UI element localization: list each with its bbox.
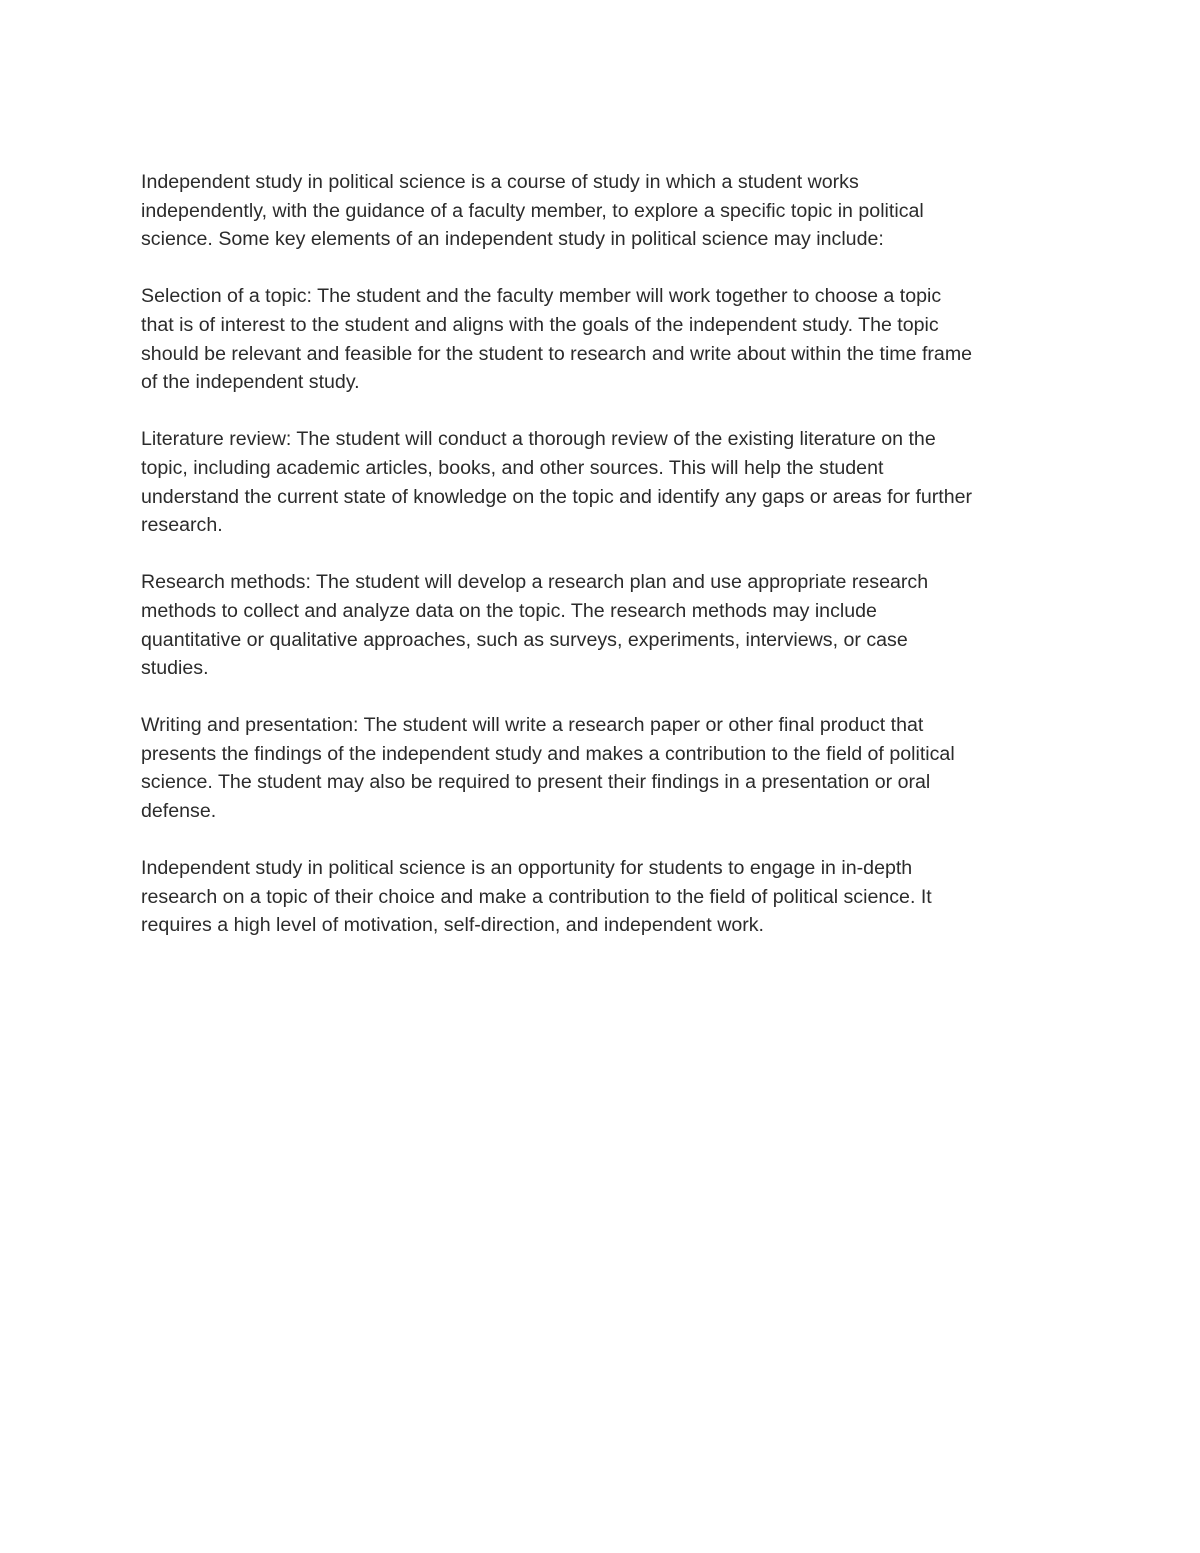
paragraph-research-methods: [141, 568, 1071, 682]
paragraph-literature-review: [141, 425, 1071, 539]
paragraph-line: Research methods: The student will develop a research plan and use appropriate research: [141, 571, 929, 594]
paragraph-line: research on a topic of their choice and make a contribution to the field of political science. It: [141, 885, 932, 908]
paragraph-line: independently, with the guidance of a faculty member, to explore a specific topic in political: [141, 199, 924, 222]
paragraph-line: of the independent study.: [141, 371, 360, 394]
paragraph-line: Independent study in political science is a course of study in which a student works: [141, 171, 859, 193]
paragraph-line: that is of interest to the student and aligns with the goals of the independent study. The topic: [141, 313, 939, 336]
paragraph-line: Selection of a topic: The student and the faculty member will work together to choose a topic: [141, 285, 942, 308]
paragraph-line: research.: [141, 514, 223, 537]
paragraph-line: science. The student may also be required to present their findings in a presentation or oral: [141, 771, 931, 794]
paragraph-line: should be relevant and feasible for the student to research and write about within the time frame: [141, 342, 973, 365]
paragraph-writing-and-presentation: [141, 711, 1071, 825]
paragraph-line: methods to collect and analyze data on the topic. The research methods may include: [141, 599, 877, 622]
paragraph-line: Independent study in political science is an opportunity for students to engage in in-depth: [141, 857, 913, 880]
paragraph-line: Literature review: The student will conduct a thorough review of the existing literature on the: [141, 428, 936, 451]
paragraph-line: studies.: [141, 657, 209, 680]
document-body: [141, 168, 1071, 969]
paragraph-line: understand the current state of knowledge on the topic and identify any gaps or areas for further: [141, 485, 973, 508]
paragraph-line: topic, including academic articles, books, and other sources. This will help the student: [141, 456, 884, 479]
paragraph-selection-of-topic: [141, 282, 1071, 396]
paragraph-conclusion: [141, 854, 1071, 940]
paragraph-line: defense.: [141, 800, 217, 823]
paragraph-intro: [141, 168, 1071, 254]
paragraph-line: quantitative or qualitative approaches, such as surveys, experiments, interviews, or case: [141, 628, 908, 651]
paragraph-line: Writing and presentation: The student will write a research paper or other final product that: [141, 714, 924, 737]
paragraph-line: requires a high level of motivation, self-direction, and independent work.: [141, 914, 765, 937]
paragraph-line: presents the findings of the independent study and makes a contribution to the field of political: [141, 742, 955, 765]
paragraph-line: science. Some key elements of an independent study in political science may include:: [141, 228, 884, 251]
